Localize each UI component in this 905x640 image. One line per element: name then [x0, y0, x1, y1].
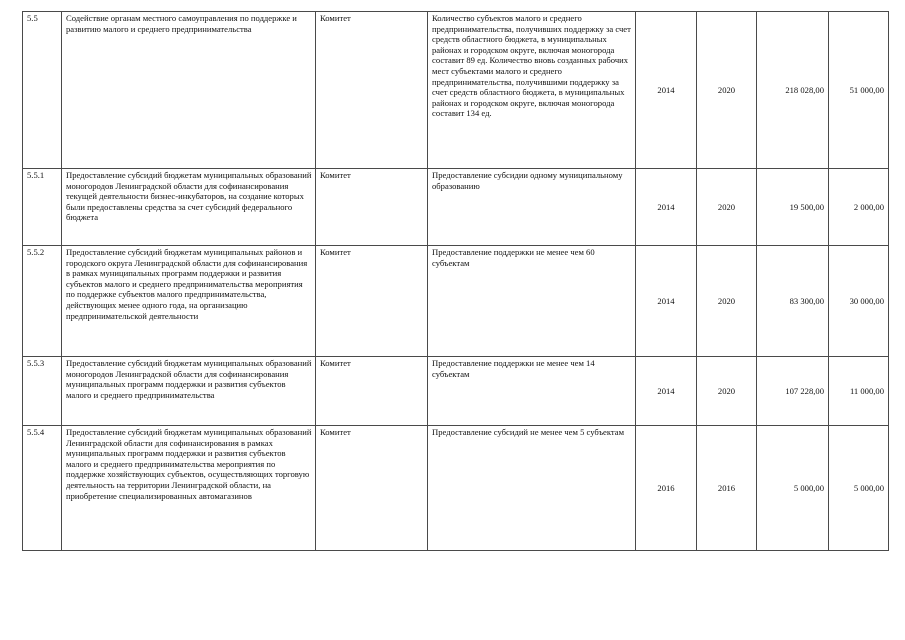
row-code: 5.5.4: [23, 426, 62, 551]
table-row: [23, 169, 889, 246]
start-year: 2014: [636, 246, 697, 357]
indicator: Предоставление субсидий не менее чем 5 субъектам: [428, 426, 636, 551]
end-year: 2020: [697, 169, 757, 246]
amount-total: 107 228,00: [757, 357, 829, 426]
table-row: [23, 426, 889, 551]
start-year: 2014: [636, 169, 697, 246]
measure-title: Содействие органам местного самоуправления по поддержке и развитию малого и среднего предпринимательства: [62, 12, 316, 169]
table-row: [23, 357, 889, 426]
row-code: 5.5: [23, 12, 62, 169]
start-year: 2016: [636, 426, 697, 551]
executor: Комитет: [316, 169, 428, 246]
amount-year: 5 000,00: [829, 426, 889, 551]
amount-year: 11 000,00: [829, 357, 889, 426]
executor: Комитет: [316, 12, 428, 169]
amount-total: 19 500,00: [757, 169, 829, 246]
indicator: Количество субъектов малого и среднего предпринимательства, получивших поддержку за счет средств областного бюджета, в муниципальных районах и городском округе, включая моногорода составит 89 ед. Количество вновь созданных рабочих мест субъектами малого и среднего предпринимательства, получившими поддержку за счет средств областного бюджета, в муниципальных районах и городском округе, включая моногорода составит 134 ед.: [428, 12, 636, 169]
indicator: Предоставление субсидии одному муниципальному образованию: [428, 169, 636, 246]
end-year: 2020: [697, 246, 757, 357]
executor: Комитет: [316, 246, 428, 357]
executor: Комитет: [316, 357, 428, 426]
executor: Комитет: [316, 426, 428, 551]
amount-year: 2 000,00: [829, 169, 889, 246]
indicator: Предоставление поддержки не менее чем 14 субъектам: [428, 357, 636, 426]
row-code: 5.5.2: [23, 246, 62, 357]
amount-total: 218 028,00: [757, 12, 829, 169]
end-year: 2020: [697, 12, 757, 169]
measure-title: Предоставление субсидий бюджетам муниципальных районов и городского округа Ленинградской области для софинансирования в рамках муниципальных программ поддержки и развития субъектов малого и среднего предпринимательства мероприятия по поддержке субъектов малого предпринимательства, действующих менее одного года, на организацию предпринимательской деятельности: [62, 246, 316, 357]
program-measures-table: [22, 11, 889, 551]
end-year: 2020: [697, 357, 757, 426]
measure-title: Предоставление субсидий бюджетам муниципальных образований моногородов Ленинградской области для софинансирования текущей деятельности бизнес-инкубаторов, на создание которых были предоставлены средства за счет субсидий федерального бюджета: [62, 169, 316, 246]
row-code: 5.5.3: [23, 357, 62, 426]
measure-title: Предоставление субсидий бюджетам муниципальных образований Ленинградской области для софинансирования в рамках муниципальных программ поддержки и развития субъектов малого и среднего предпринимательства мероприятия по поддержке хозяйствующих субъектов, осуществляющих торговую деятельность на территории Ленинградской области, на приобретение специализированных автомагазинов: [62, 426, 316, 551]
table-row: [23, 12, 889, 169]
indicator: Предоставление поддержки не менее чем 60 субъектам: [428, 246, 636, 357]
row-code: 5.5.1: [23, 169, 62, 246]
amount-total: 83 300,00: [757, 246, 829, 357]
table-row: [23, 246, 889, 357]
start-year: 2014: [636, 12, 697, 169]
amount-year: 51 000,00: [829, 12, 889, 169]
end-year: 2016: [697, 426, 757, 551]
start-year: 2014: [636, 357, 697, 426]
amount-total: 5 000,00: [757, 426, 829, 551]
measure-title: Предоставление субсидий бюджетам муниципальных образований моногородов Ленинградской области для софинансирования муниципальных программ поддержки и развития субъектов малого и среднего предпринимательства: [62, 357, 316, 426]
amount-year: 30 000,00: [829, 246, 889, 357]
